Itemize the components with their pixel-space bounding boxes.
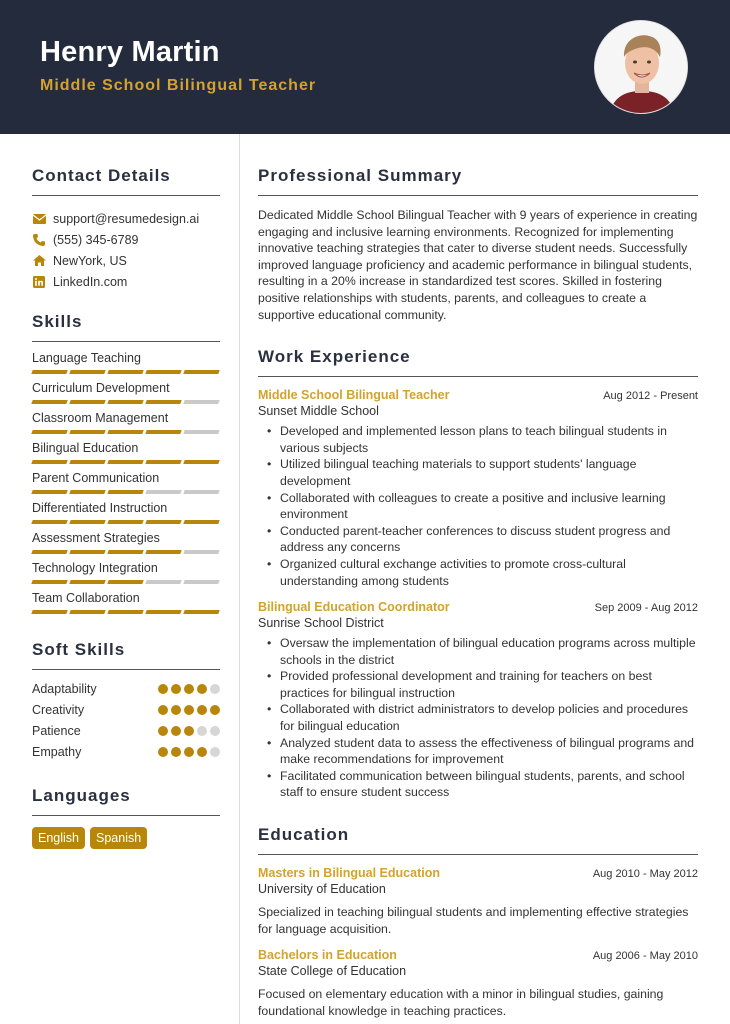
skill-level-segment (183, 550, 219, 554)
skill-level-segment (69, 550, 105, 554)
skill-level-segment (69, 520, 105, 524)
rating-dot-icon (210, 705, 220, 715)
education-date: Aug 2010 - May 2012 (592, 868, 698, 881)
rating-dot-icon (158, 705, 168, 715)
skills-list (32, 342, 220, 612)
candidate-title: Middle School Bilingual Teacher (40, 77, 317, 94)
skill-level-segment (31, 460, 67, 464)
skill-level-segment (69, 490, 105, 494)
education-entry (258, 948, 698, 1019)
school-name: State College of Education (258, 964, 407, 979)
skill-name: Classroom Management (32, 411, 169, 425)
section-divider (32, 669, 220, 670)
skill-item (32, 342, 220, 372)
skill-level-segment (107, 400, 143, 404)
contact-email[interactable] (32, 208, 220, 229)
skill-level-segment (183, 580, 219, 584)
skill-level-segment (31, 370, 67, 374)
skill-level-segment (145, 370, 181, 374)
soft-skill-rating (158, 747, 220, 757)
envelope-icon (32, 212, 46, 226)
skill-level-segment (107, 430, 143, 434)
job-title: Bilingual Education Coordinator (258, 600, 450, 615)
job-date: Sep 2009 - Aug 2012 (594, 602, 698, 615)
section-divider (258, 854, 698, 855)
skill-level-segment (183, 520, 219, 524)
education-header (258, 948, 698, 962)
contact-phone[interactable] (32, 229, 220, 250)
skills-section (32, 312, 220, 612)
languages-heading: Languages (32, 786, 131, 805)
rating-dot-icon (184, 747, 194, 757)
skill-level-segment (107, 460, 143, 464)
skill-item (32, 372, 220, 402)
job-bullet: • Facilitated communication between bilingual students, parents, and school staff to ensure student success (280, 768, 698, 801)
rating-dot-icon (158, 726, 168, 736)
home-icon (32, 254, 46, 268)
rating-dot-icon (197, 747, 207, 757)
contact-section (32, 166, 220, 292)
rating-dot-icon (184, 726, 194, 736)
skill-level-segment (107, 370, 143, 374)
skill-level-segment (107, 550, 143, 554)
resume-header (0, 0, 730, 134)
skill-item (32, 402, 220, 432)
skill-item (32, 432, 220, 462)
main-column (258, 134, 698, 1019)
job-bullet: • Analyzed student data to assess the effectiveness of bilingual programs and make recommendations for improvement (280, 735, 698, 768)
skill-level-segment (145, 430, 181, 434)
languages-section (32, 786, 220, 849)
rating-dot-icon (210, 684, 220, 694)
job-organization: Sunrise School District (258, 616, 384, 631)
skill-level-segment (69, 610, 105, 614)
job-bullet: • Developed and implemented lesson plans to teach bilingual students in various subjects (280, 423, 698, 456)
job-bullet: • Organized cultural exchange activities to promote cross-cultural understanding among students (280, 556, 698, 589)
linkedin-icon (32, 275, 46, 289)
skill-level-segment (145, 460, 181, 464)
skill-item (32, 522, 220, 552)
soft-skill-rating (158, 705, 220, 715)
skills-heading: Skills (32, 312, 83, 331)
skill-level-segment (183, 490, 219, 494)
soft-skill-name: Adaptability (32, 681, 97, 696)
skill-level-bars (32, 520, 220, 524)
soft-skill-rating (158, 726, 220, 736)
skill-level-segment (145, 400, 181, 404)
skill-level-segment (31, 550, 67, 554)
skill-level-segment (183, 400, 219, 404)
rating-dot-icon (197, 705, 207, 715)
job-bullets (258, 635, 698, 801)
skill-level-bars (32, 490, 220, 494)
skill-level-segment (145, 610, 181, 614)
skill-item (32, 552, 220, 582)
skill-item (32, 492, 220, 522)
person-photo-icon (595, 21, 688, 114)
skill-level-segment (183, 610, 219, 614)
rating-dot-icon (197, 684, 207, 694)
job-bullet: • Utilized bilingual teaching materials to support students' language development (280, 456, 698, 489)
job-entry (258, 600, 698, 801)
contact-phone-text: (555) 345-6789 (53, 232, 139, 247)
phone-icon (32, 233, 46, 247)
soft-skill-item (32, 720, 220, 741)
job-bullet: • Provided professional development and training for teachers on best practices for bilingual instruction (280, 668, 698, 701)
skill-level-segment (31, 400, 67, 404)
skill-level-segment (31, 580, 67, 584)
degree-title: Bachelors in Education (258, 948, 397, 963)
job-bullet: • Conducted parent-teacher conferences to discuss student progress and address any concerns (280, 523, 698, 556)
skill-level-segment (69, 370, 105, 374)
column-divider (239, 134, 240, 1024)
education-section (258, 825, 698, 1019)
skill-level-segment (31, 430, 67, 434)
rating-dot-icon (158, 684, 168, 694)
skill-level-segment (69, 430, 105, 434)
skill-level-segment (69, 460, 105, 464)
languages-list (32, 827, 220, 849)
skill-name: Language Teaching (32, 351, 141, 365)
job-header (258, 388, 698, 402)
skill-name: Bilingual Education (32, 441, 139, 455)
candidate-name: Henry Martin (40, 36, 220, 68)
skill-level-segment (183, 430, 219, 434)
skill-name: Technology Integration (32, 561, 158, 575)
skill-level-bars (32, 430, 220, 434)
summary-section (258, 166, 698, 323)
skill-level-segment (31, 490, 67, 494)
language-badge: English (32, 827, 85, 849)
skill-level-segment (107, 490, 143, 494)
soft-skill-name: Patience (32, 723, 81, 738)
skill-level-segment (145, 550, 181, 554)
rating-dot-icon (171, 684, 181, 694)
section-divider (32, 195, 220, 196)
job-title: Middle School Bilingual Teacher (258, 388, 450, 403)
skill-level-segment (183, 460, 219, 464)
education-description: Specialized in teaching bilingual students and implementing effective strategies for language acquisition. (258, 905, 689, 936)
soft-skill-item (32, 699, 220, 720)
jobs-list (258, 388, 698, 801)
skill-name: Assessment Strategies (32, 531, 160, 545)
job-entry (258, 388, 698, 589)
job-header (258, 600, 698, 614)
rating-dot-icon (197, 726, 207, 736)
section-divider (32, 815, 220, 816)
contact-location-text: NewYork, US (53, 253, 127, 268)
rating-dot-icon (210, 747, 220, 757)
job-bullet: • Oversaw the implementation of bilingual education programs across multiple schools in the district (280, 635, 698, 668)
skill-level-segment (69, 400, 105, 404)
job-organization: Sunset Middle School (258, 404, 379, 419)
soft-skill-item (32, 678, 220, 699)
skill-level-segment (107, 580, 143, 584)
skill-name: Curriculum Development (32, 381, 170, 395)
skill-level-segment (145, 490, 181, 494)
skill-item (32, 462, 220, 492)
degree-title: Masters in Bilingual Education (258, 866, 440, 881)
education-header (258, 866, 698, 880)
profile-photo (594, 20, 688, 114)
soft-skill-name: Creativity (32, 702, 85, 717)
rating-dot-icon (171, 747, 181, 757)
skill-level-bars (32, 460, 220, 464)
soft-skill-item (32, 741, 220, 762)
contact-linkedin[interactable] (32, 271, 220, 292)
education-entry (258, 866, 698, 937)
contact-linkedin-text: LinkedIn.com (53, 274, 128, 289)
education-list (258, 866, 698, 1019)
soft-skill-rating (158, 684, 220, 694)
language-badge: Spanish (90, 827, 147, 849)
skill-level-bars (32, 610, 220, 614)
education-heading: Education (258, 825, 350, 845)
skill-level-segment (107, 520, 143, 524)
skill-level-segment (145, 520, 181, 524)
experience-section (258, 347, 698, 801)
skill-level-segment (69, 580, 105, 584)
job-bullets (258, 423, 698, 589)
section-divider (258, 195, 698, 196)
skill-item (32, 582, 220, 612)
rating-dot-icon (171, 726, 181, 736)
section-divider (258, 376, 698, 377)
skill-level-segment (107, 610, 143, 614)
sidebar (32, 134, 220, 849)
contact-email-text: support@resumedesign.ai (53, 211, 200, 226)
soft-skills-heading: Soft Skills (32, 640, 126, 659)
rating-dot-icon (210, 726, 220, 736)
rating-dot-icon (184, 684, 194, 694)
skill-name: Team Collaboration (32, 591, 140, 605)
soft-skill-name: Empathy (32, 744, 82, 759)
job-bullet: • Collaborated with district administrators to develop policies and procedures for bilingual education (280, 701, 698, 734)
job-bullet: • Collaborated with colleagues to create a positive and inclusive learning environment (280, 490, 698, 523)
skill-level-segment (31, 610, 67, 614)
rating-dot-icon (158, 747, 168, 757)
skill-level-segment (145, 580, 181, 584)
rating-dot-icon (171, 705, 181, 715)
school-name: University of Education (258, 882, 386, 897)
job-date: Aug 2012 - Present (603, 390, 698, 403)
skill-name: Parent Communication (32, 471, 160, 485)
skill-level-bars (32, 550, 220, 554)
contact-location (32, 250, 220, 271)
skill-level-bars (32, 370, 220, 374)
rating-dot-icon (184, 705, 194, 715)
education-date: Aug 2006 - May 2010 (592, 950, 698, 963)
skill-level-bars (32, 580, 220, 584)
education-description: Focused on elementary education with a minor in bilingual studies, gaining foundational knowledge in teaching practices. (258, 987, 664, 1018)
soft-skills-section (32, 640, 220, 762)
summary-heading: Professional Summary (258, 166, 463, 185)
skill-level-bars (32, 400, 220, 404)
experience-heading: Work Experience (258, 347, 411, 367)
skill-level-segment (183, 370, 219, 374)
summary-text: Dedicated Middle School Bilingual Teacher with 9 years of experience in creating engaging and inclusive learning environments. Recognized for implementing innovative teaching strategies that cater to diverse student needs. Successfully improved language proficiency and academic performance in bilingual students, resulting in a 20% increase in standardized test scores. Skilled in fostering positive relationships with students, parents, and colleagues to create a supportive educational community. (258, 208, 698, 322)
contact-heading: Contact Details (32, 166, 171, 185)
soft-skills-list (32, 678, 220, 762)
skill-level-segment (31, 520, 67, 524)
skill-name: Differentiated Instruction (32, 501, 168, 515)
